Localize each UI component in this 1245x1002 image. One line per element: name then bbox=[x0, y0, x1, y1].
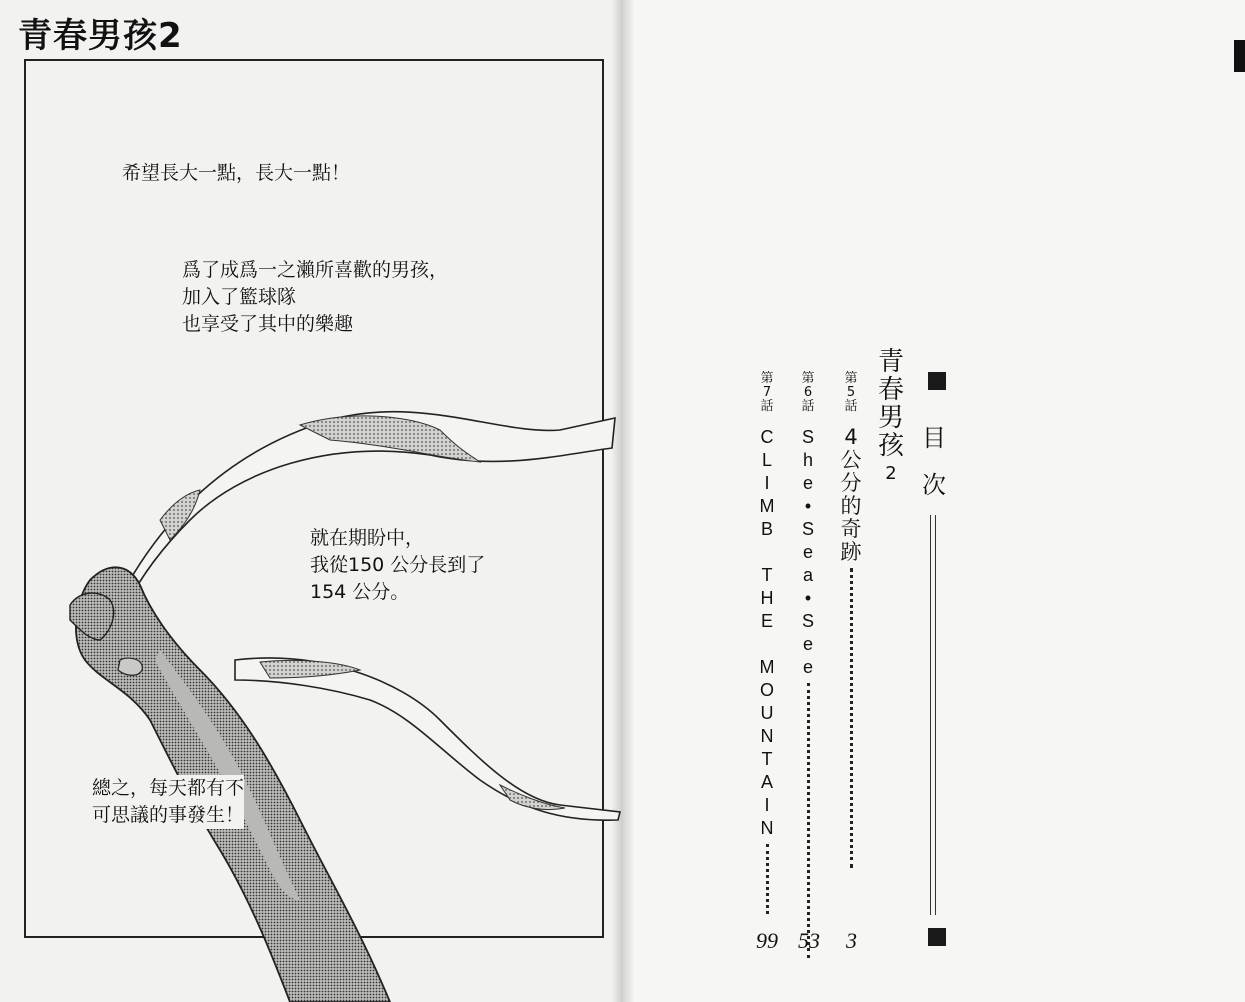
chapter-title: S h e • S e a • S e e bbox=[801, 427, 814, 677]
episode-label: 第 5 話 bbox=[844, 371, 858, 414]
chapter-title: 4 公 分 的 奇 跡 bbox=[840, 425, 862, 564]
caption-growth bbox=[310, 525, 485, 606]
toc-bullet-bottom bbox=[928, 928, 946, 946]
caption-line: 爲了成爲一之瀨所喜歡的男孩， bbox=[182, 259, 449, 281]
leader-dots bbox=[766, 844, 769, 914]
leader-dots bbox=[850, 568, 853, 868]
caption-line: 154 公分。 bbox=[310, 581, 410, 603]
ribbon-lower bbox=[235, 658, 620, 820]
leader-dots bbox=[807, 683, 810, 958]
caption-line: 也享受了其中的樂趣 bbox=[182, 313, 354, 335]
caption-summary bbox=[92, 775, 244, 829]
episode-label: 第 7 話 bbox=[760, 371, 774, 414]
toc-volume-title bbox=[876, 348, 906, 488]
page-number: 53 bbox=[798, 928, 820, 953]
toc-chapter-7[interactable] bbox=[752, 372, 782, 914]
page-number: 3 bbox=[846, 928, 857, 953]
title-char: 男 bbox=[877, 403, 904, 433]
toc-chapter-6[interactable] bbox=[793, 372, 823, 958]
title-char: 孩 bbox=[877, 431, 904, 461]
page-number: 99 bbox=[756, 928, 778, 953]
caption-line: 總之，每天都有不 bbox=[92, 777, 245, 799]
toc-heading-char: 目 bbox=[922, 424, 946, 452]
caption-line: 我從150 公分長到了 bbox=[310, 554, 486, 576]
caption-line: 就在期盼中， bbox=[310, 527, 425, 549]
title-char: 春 bbox=[877, 375, 904, 405]
chapter-title: C L I M B T H E M O U N T A I N bbox=[759, 427, 775, 838]
title-char: 2 bbox=[885, 463, 897, 484]
toc-double-rule bbox=[930, 515, 936, 915]
book-title: 青春男孩2 bbox=[18, 16, 183, 56]
title-char: 青 bbox=[877, 347, 904, 377]
episode-label: 第 6 話 bbox=[801, 371, 815, 414]
caption-basketball bbox=[182, 257, 448, 338]
toc-bullet-top bbox=[928, 372, 946, 390]
caption-line: 可思議的事發生！ bbox=[92, 804, 245, 826]
toc-chapter-5[interactable] bbox=[836, 372, 866, 868]
caption-line: 加入了籃球隊 bbox=[182, 286, 297, 308]
page-edge-mark bbox=[1234, 40, 1245, 72]
toc-heading-char: 次 bbox=[922, 471, 946, 499]
caption-wish: 希望長大一點，長大一點！ bbox=[122, 162, 351, 184]
fist-knuckle bbox=[118, 658, 142, 675]
